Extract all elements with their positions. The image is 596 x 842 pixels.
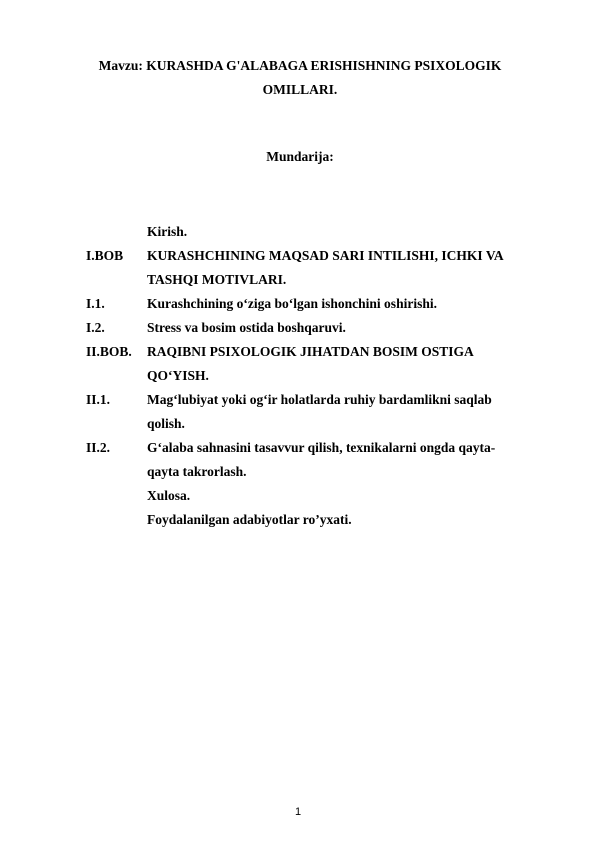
toc-title: G‘alaba sahnasini tasavvur qilish, texnikalarni ongda qayta- — [147, 440, 496, 455]
toc-item — [86, 340, 526, 364]
toc-title: Mag‘lubiyat yoki og‘ir holatlarda ruhiy bardamlikni saqlab — [147, 392, 492, 407]
toc-title: RAQIBNI PSIXOLOGIK JIHATDAN BOSIM OSTIGA — [147, 344, 474, 359]
toc-title: Foydalanilgan adabiyotlar ro’yxati. — [147, 512, 352, 527]
toc-number: I.2. — [86, 320, 105, 335]
toc-title: Kirish. — [147, 224, 188, 239]
toc-title-continuation: QO‘YISH. — [147, 368, 209, 383]
toc-number — [86, 220, 147, 244]
toc-title-continuation: TASHQI MOTIVLARI. — [147, 272, 287, 287]
toc-item-continuation — [86, 268, 526, 292]
toc-title-continuation: qolish. — [147, 416, 185, 431]
toc-item — [86, 244, 526, 268]
toc-item-continuation — [86, 460, 526, 484]
contents-heading: Mundarija: — [266, 149, 334, 164]
toc-item — [86, 508, 526, 532]
page-number: 1 — [294, 806, 302, 818]
toc-title: KURASHCHINING MAQSAD SARI INTILISHI, ICHKI VA — [147, 248, 504, 263]
toc-title: Xulosa. — [147, 488, 191, 503]
toc-item — [86, 388, 526, 412]
toc-number — [86, 484, 147, 508]
toc-item-continuation — [86, 364, 526, 388]
toc-number: I.1. — [86, 296, 105, 311]
toc-title-continuation: qayta takrorlash. — [147, 464, 247, 479]
toc-number: II.2. — [86, 440, 111, 455]
toc-title: Kurashchining o‘ziga bo‘lgan ishonchini oshirishi. — [147, 296, 437, 311]
toc-number: II.1. — [86, 392, 111, 407]
toc-item — [86, 436, 526, 460]
toc-title: Stress va bosim ostida boshqaruvi. — [147, 320, 346, 335]
toc-item — [86, 316, 526, 340]
toc-item — [86, 220, 526, 244]
toc-number: I.BOB — [86, 248, 124, 263]
toc-number — [86, 508, 147, 532]
title-line-1: Mavzu: KURASHDA G'ALABAGA ERISHISHNING PSIXOLOGIK — [98, 58, 502, 73]
toc-number: II.BOB. — [86, 344, 132, 359]
toc-item — [86, 292, 526, 316]
toc-item — [86, 484, 526, 508]
table-of-contents — [86, 220, 526, 532]
toc-item-continuation — [86, 412, 526, 436]
title-line-2: OMILLARI. — [262, 82, 338, 97]
